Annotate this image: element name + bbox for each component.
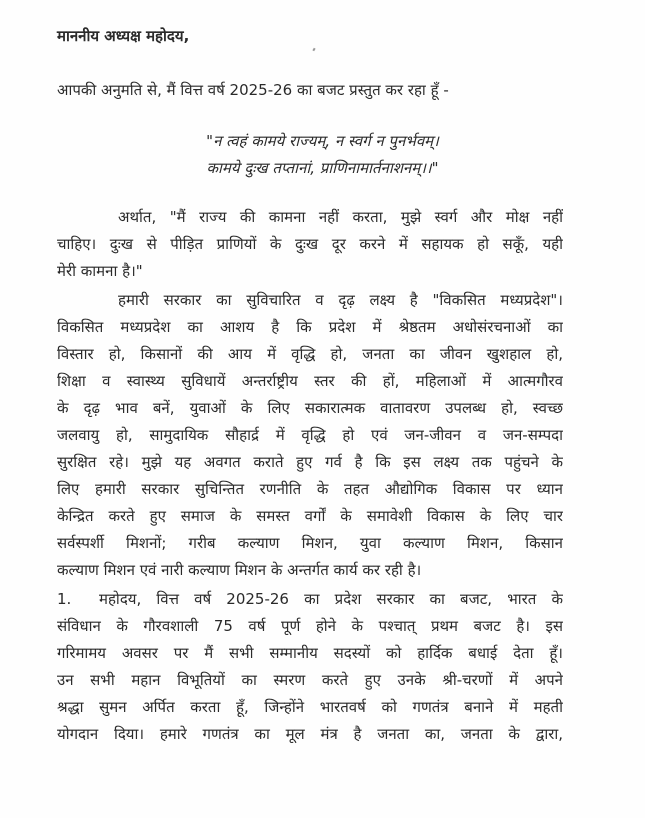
vision-line-4: शिक्षा व स्वास्थ्य सुविधायें अन्तर्राष्ट्रीय स्तर की हों, महिलाओं में आत्मगौरव (57, 372, 563, 390)
point1-line-3: गरिमामय अवसर पर मैं सभी सम्मानीय सदस्यों को हार्दिक बधाई देता हूँ। (57, 644, 563, 662)
vision-line-5: के दृढ़ भाव बनें, युवाओं के लिए सकारात्मक वातावरण उपलब्ध हो, स्वच्छ (57, 399, 563, 417)
vision-line-1: हमारी सरकार का सुविचारित व दृढ़ लक्ष्य है "विकसित मध्यप्रदेश"। (118, 291, 563, 309)
vision-line-8: लिए हमारी सरकार सुचिन्तित रणनीति के तहत औद्योगिक विकास पर ध्यान (57, 480, 563, 498)
shloka-line-1: "न त्वहं कामये राज्यम्, न स्वर्ग न पुनर्भवम्। (206, 132, 439, 150)
point1-line-2: संविधान के गौरवशाली 75 वर्ष पूर्ण होने के पश्चात् प्रथम बजट है। इस (57, 617, 563, 635)
vision-line-9: केन्द्रित करते हुए समाज के समस्त वर्गों के समावेशी विकास के लिए चार (57, 507, 563, 525)
vision-line-6: जलवायु हो, सामुदायिक सौहार्द्र में वृद्धि हो एवं जन-जीवन व जन-सम्पदा (57, 426, 563, 444)
meaning-line-3: मेरी कामना है।" (57, 262, 143, 280)
point1-line-1: महोदय, वित्त वर्ष 2025-26 का प्रदेश सरकार का बजट, भारत के (99, 590, 563, 608)
intro-line: आपकी अनुमति से, मैं वित्त वर्ष 2025-26 का बजट प्रस्तुत कर रहा हूँ - (57, 81, 449, 99)
salutation: माननीय अध्यक्ष महोदय, (57, 27, 190, 45)
scan-speck (312, 48, 315, 52)
vision-line-11: कल्याण मिशन एवं नारी कल्याण मिशन के अन्तर्गत कार्य कर रही है। (57, 561, 422, 579)
vision-line-7: सुरक्षित रहे। मुझे यह अवगत कराते हुए गर्व है कि इस लक्ष्य तक पहुंचने के (57, 453, 563, 471)
vision-line-3: विस्तार हो, किसानों की आय में वृद्धि हो, जनता का जीवन खुशहाल हो, (57, 345, 563, 363)
shloka-line-2: कामये दुःख तप्तानां, प्राणिनामार्तनाशनम्।।" (206, 159, 439, 177)
vision-line-2: विकसित मध्यप्रदेश का आशय है कि प्रदेश में श्रेष्ठतम अधोसंरचनाओं का (57, 318, 563, 336)
point1-line-5: श्रद्धा सुमन अर्पित करता हूँ, जिन्होंने भारतवर्ष को गणतंत्र बनाने में महती (57, 698, 563, 716)
point1-line-4: उन सभी महान विभूतियों का स्मरण करते हुए उनके श्री-चरणों में अपने (57, 671, 563, 689)
vision-line-10: सर्वस्पर्शी मिशनों; गरीब कल्याण मिशन, युवा कल्याण मिशन, किसान (57, 534, 563, 552)
meaning-line-1: अर्थात, "मैं राज्य की कामना नहीं करता, मुझे स्वर्ग और मोक्ष नहीं (118, 208, 563, 226)
point1-line-6: योगदान दिया। हमारे गणतंत्र का मूल मंत्र है जनता का, जनता के द्वारा, (57, 725, 563, 743)
point-number: 1. (57, 590, 72, 608)
meaning-line-2: चाहिए। दुःख से पीड़ित प्राणियों के दुःख दूर करने में सहायक हो सकूँ, यही (57, 235, 563, 253)
